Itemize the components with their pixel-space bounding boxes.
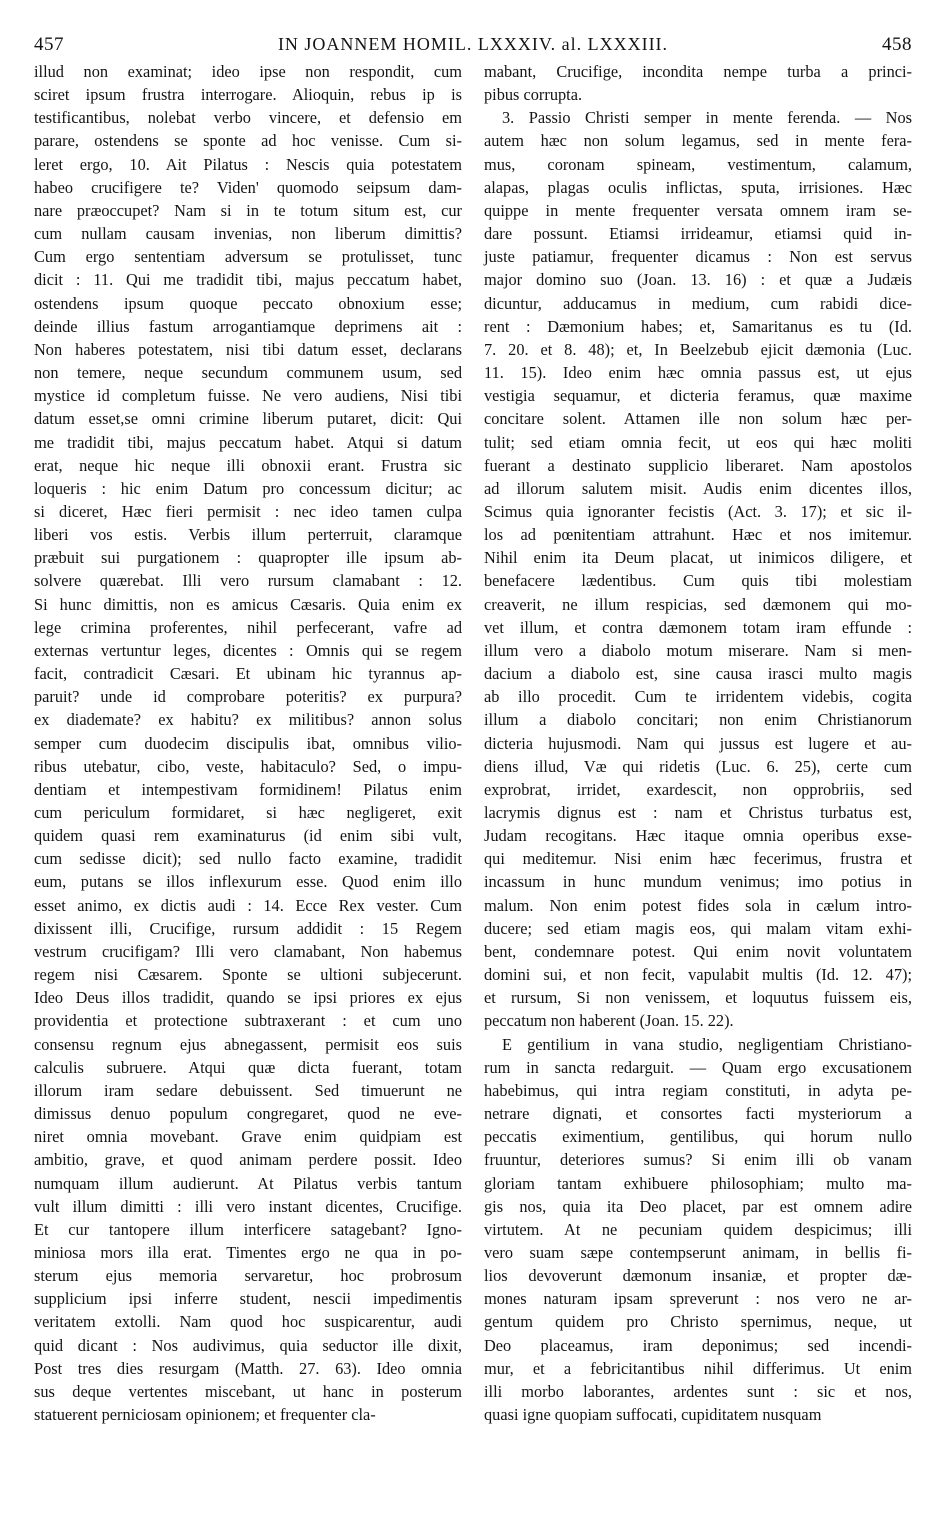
text-columns xyxy=(34,60,912,1426)
text-line: lios devoverunt dæmonum insaniæ, et propter dæ- xyxy=(484,1266,912,1286)
text-line: vestigia sequamur, et dicteria feramus, quæ maxime xyxy=(484,386,912,406)
text-line: illum vero a diabolo motum miserare. Nam si men- xyxy=(484,640,912,660)
text-line: datum esset,se omni crimine liberum putaret, dicit: Qui xyxy=(34,409,462,429)
text-line: liberi vos estis. Verbis illum perterruit, claramque xyxy=(34,525,462,545)
text-line: cum sedisse dicit); sed nullo facto examine, tradidit xyxy=(34,849,462,869)
text-line: tulit; sed etiam omnia fecit, ut eos qui hæc moliti xyxy=(484,432,912,452)
text-line: gentum quidem pro Christo spernimus, neque, ut xyxy=(484,1312,912,1332)
text-line: malum. Non enim potest fides sola in cælum intro- xyxy=(484,895,912,915)
text-line: rum in sancta redarguit. — Quam ergo excusationem xyxy=(484,1057,912,1077)
text-line: alapas, plagas oculis inflictas, sputa, irrisiones. Hæc xyxy=(484,177,912,197)
text-line: ad illorum salutem misit. Audis enim dicentes illos, xyxy=(484,478,912,498)
text-line: autem hæc non solum legamus, sed in mente fera- xyxy=(484,131,912,151)
text-line: gis nos, quia ita Deo placet, par est omnem adire xyxy=(484,1196,912,1216)
text-line: semper cum duodecim discipulis ibat, omnibus vilio- xyxy=(34,733,462,753)
text-line: Nihil enim ita Deum placat, ut inimicos diligere, et xyxy=(484,548,912,568)
text-line: Non haberes potestatem, nisi tibi datum esset, declarans xyxy=(34,339,462,359)
text-line: niret omnia movebant. Grave enim quidpiam est xyxy=(34,1127,462,1147)
text-line: providentia et protectione subtraxerant : et cum uno xyxy=(34,1011,462,1031)
text-line: sus deque vertentes miscebant, ut hanc in posterum xyxy=(34,1381,462,1401)
text-line: ex diademate? ex habitu? ex militibus? annon solus xyxy=(34,710,462,730)
text-line: concitare solent. Attamen ille non solum hæc per- xyxy=(484,409,912,429)
text-line: esset animo, ex dictis audi : 14. Ecce Rex vester. Cum xyxy=(34,895,462,915)
text-line: loqueris : hic enim Datum pro concessum dicitur; ac xyxy=(34,478,462,498)
text-line: leret ergo, 10. Ait Pilatus : Nescis quia potestatem xyxy=(34,154,462,174)
text-line: netrare dignati, et consortes facti mysteriorum a xyxy=(484,1104,912,1124)
text-line: eum, putans se illos inflexurum esse. Quod enim illo xyxy=(34,872,462,892)
text-line: creaverit, ne illum respicias, sed dæmonem qui mo- xyxy=(484,594,912,614)
text-line: sciret ipsum frustra interrogare. Alioquin, rebus ip is xyxy=(34,85,462,105)
text-line: bent, condemnare potest. Qui enim novit voluntatem xyxy=(484,941,912,961)
text-line: mur, et a febricitantibus nihil differimus. Ut enim xyxy=(484,1358,912,1378)
text-line: 11. 15). Ideo enim hæc omnia passus est, ut ejus xyxy=(484,363,912,383)
text-line: veritatem extolli. Nam quod hoc suspicarentur, audi xyxy=(34,1312,462,1332)
text-line: pibus corrupta. xyxy=(484,85,583,105)
text-line: gloriam tantam exhibuere philosophiam; multo ma- xyxy=(484,1173,912,1193)
text-line: Et cur tantopere illum interficere satagebant? Igno- xyxy=(34,1219,462,1239)
text-line: externas vertuntur leges, dicentes : Omnis qui se regem xyxy=(34,640,462,660)
text-line: dicteria hujusmodi. Nam qui jussus est lugere et au- xyxy=(484,733,912,753)
text-line: illorum iram sedare debuissent. Sed timuerunt ne xyxy=(34,1080,462,1100)
text-line: E gentilium in vana studio, negligentiam Christiano- xyxy=(502,1034,912,1054)
left-column xyxy=(34,60,462,1426)
text-line: exprobrat, irridet, exardescit, non opprobriis, sed xyxy=(484,779,912,799)
text-line: Si hunc dimittis, non es amicus Cæsaris. Quia enim ex xyxy=(34,594,462,614)
text-line: Cum ergo sententiam adversum se protulisset, tunc xyxy=(34,247,462,267)
text-line: vestrum crucifigam? Illi vero clamabant, Non habemus xyxy=(34,941,462,961)
text-line: miniosa mors illa erat. Timentes ergo ne qua in po- xyxy=(34,1242,462,1262)
text-line: dicuntur, adducamus in medium, cum rabidi dice- xyxy=(484,293,912,313)
text-line: numquam illum audierunt. At Pilatus verbis tantum xyxy=(34,1173,462,1193)
text-line: mones naturam ipsam spreverunt : nos vero ne ar- xyxy=(484,1289,912,1309)
text-line: dare possunt. Etiamsi irrideamur, etiamsi quid in- xyxy=(484,224,912,244)
text-line: mabant, Crucifige, incondita nempe turba a princi- xyxy=(484,62,912,81)
text-line: virtutem. At ne pecuniam quidem despicimus; illi xyxy=(484,1219,912,1239)
text-line: mystice id completum fuisse. Ne vero audiens, Nisi tibi xyxy=(34,386,462,406)
text-line: illum a diabolo concitari; non enim Christianorum xyxy=(484,710,912,730)
text-line: calculis subruere. Atqui quæ dicta fuerant, totam xyxy=(34,1057,462,1077)
text-line: fruuntur, deteriores sumus? Si enim illi ob vanam xyxy=(484,1150,912,1170)
text-line: Scimus quia ignoranter fecistis (Act. 3. 17); et sic il- xyxy=(484,501,912,521)
text-line: solvere quærebat. Illi vero rursum clamabant : 12. xyxy=(34,571,462,591)
text-line: dimissus denuo populum congregaret, quod ne eve- xyxy=(34,1104,462,1124)
text-line: dacium a diabolo est, sine causa irasci multo magis xyxy=(484,664,912,684)
text-line: lacrymis dignus est : nam et Christus turbatus est, xyxy=(484,803,912,822)
text-line: habeo crucifigere te? Viden' quomodo seipsum dam- xyxy=(34,177,462,197)
text-line: dentiam et intempestivam formidinem! Pilatus enim xyxy=(34,779,462,799)
text-line: supplicium ipsi inferre student, nescii impedimentis xyxy=(34,1289,462,1309)
text-line: consensu regnum ejus abnegassent, permisit eos suis xyxy=(34,1034,462,1054)
running-header xyxy=(34,30,912,60)
text-line: domini sui, et non fecit, vapulabit multis (Id. 12. 47); xyxy=(484,965,912,985)
page-number-left: 457 xyxy=(34,34,64,55)
text-line: quid dicant : Nos audivimus, quia seductor ille dixit, xyxy=(34,1335,462,1355)
text-line: vet illum, et contra dæmonem totam iram effunde : xyxy=(484,617,912,637)
page-number-right: 458 xyxy=(882,34,912,55)
running-title: IN JOANNEM HOMIL. LXXXIV. al. LXXXIII. xyxy=(277,34,669,54)
right-column xyxy=(484,60,912,1426)
text-line: testificantibus, nolebat verbo vincere, et defensio em xyxy=(34,108,462,128)
text-line: peccatis eximentium, gentilibus, qui horum nullo xyxy=(484,1127,912,1147)
text-line: vult illum dimitti : illi vero instant dicentes, Crucifige. xyxy=(34,1196,462,1216)
text-line: Judam recogitans. Hæc itaque omnia operibus exse- xyxy=(484,826,912,846)
text-line: quasi igne quopiam suffocati, cupiditatem nusquam xyxy=(484,1405,822,1425)
text-line: habebimus, qui intra regiam constituti, in adyta pe- xyxy=(484,1080,912,1100)
text-line: paruit? unde id comprobare poteritis? ex purpura? xyxy=(34,687,462,707)
text-line: ribus utebatur, cibo, veste, habitaculo? Sed, o impu- xyxy=(34,756,462,776)
text-line: ostendens ipsum quoque peccato obnoxium esse; xyxy=(34,293,462,313)
text-line: diens illud, Væ qui ridetis (Luc. 6. 25), certe cum xyxy=(484,756,912,776)
text-line: Ideo Deus illos tradidit, quando se ipsi priores ex ejus xyxy=(34,988,462,1008)
text-line: me tradidit tibi, majus peccatum habet. Atqui si datum xyxy=(34,432,462,452)
text-line: erat, neque hic neque illi obnoxii erant. Frustra sic xyxy=(34,455,462,475)
text-line: non temere, neque secundum communem usum, sed xyxy=(34,363,462,383)
text-line: sterum ejus memoria servaretur, hoc probrosum xyxy=(34,1266,462,1286)
text-line: dixissent illi, Crucifige, rursum addidit : 15 Regem xyxy=(34,918,462,938)
text-line: facit, contradicit Cæsari. Et ubinam hic tyrannus ap- xyxy=(34,664,462,684)
text-line: rent : Dæmonium habes; et, Samaritanus es tu (Id. xyxy=(484,316,912,336)
text-line: quidem quasi rem examinaturus (id enim sibi vult, xyxy=(34,826,462,846)
text-line: lege crimina proferentes, nihil perfecerant, vafre ad xyxy=(34,617,462,637)
text-line: peccatum non haberent (Joan. 15. 22). xyxy=(484,1011,734,1031)
text-line: vero suam sæpe contempserunt animam, in bellis fi- xyxy=(484,1242,912,1262)
text-line: Deo placeamus, iram deponimus; sed incendi- xyxy=(484,1335,912,1355)
text-line: nare præoccupet? Nam si in te totum situm est, cur xyxy=(34,200,462,220)
text-line: deinde illius fastum arrogantiamque deprimens ait : xyxy=(34,316,462,336)
text-line: illi morbo laborantes, ardentes sunt : sic et nos, xyxy=(484,1381,912,1401)
text-line: incassum in hunc mundum venimus; imo potius in xyxy=(484,872,912,892)
text-line: parare, ostendens se sponte ad hoc venisse. Cum si- xyxy=(34,131,462,151)
text-line: illud non examinat; ideo ipse non respondit, cum xyxy=(34,62,462,81)
text-line: statuerent perniciosam opinionem; et frequenter cla- xyxy=(34,1405,376,1425)
text-line: cum nullam causam invenias, non liberum dimittis? xyxy=(34,224,462,244)
text-line: ambitio, grave, et quod animam perdere possit. Ideo xyxy=(34,1150,462,1170)
text-line: mus, coronam spineam, vestimentum, calamum, xyxy=(484,154,912,174)
text-line: si diceret, Hæc fieri permisit : nec ideo tamen culpa xyxy=(34,501,462,521)
text-line: quippe in mente frequenter versata omnem iram se- xyxy=(484,200,912,220)
text-line: qui meditemur. Nisi enim hæc fecerimus, frustra et xyxy=(484,849,912,869)
text-line: juste patiamur, frequenter dicamus : Non est servus xyxy=(484,247,912,267)
text-line: cum periculum formidaret, si hæc negligeret, exit xyxy=(34,803,462,822)
text-line: 3. Passio Christi semper in mente ferenda. — Nos xyxy=(502,108,912,128)
text-line: los ad pœnitentiam attrahunt. Hæc et nos imitemur. xyxy=(484,525,912,545)
text-line: præbuit sui purgationem : quapropter ille ipsum ab- xyxy=(34,548,462,568)
text-line: et rursum, Si non venissem, et loquutus fuissem eis, xyxy=(484,988,912,1008)
text-line: ab illo procedit. Cum te irridentem videbis, cogita xyxy=(484,687,912,707)
text-line: ducere; sed etiam magis eos, qui malam vitam exhi- xyxy=(484,918,912,938)
text-line: benefacere lædentibus. Cum quis tibi molestiam xyxy=(484,571,912,591)
text-line: 7. 20. et 8. 48); et, In Beelzebub ejicit dæmonia (Luc. xyxy=(484,339,912,359)
text-line: Post tres dies resurgam (Matth. 27. 63). Ideo omnia xyxy=(34,1358,462,1378)
text-line: major domino suo (Joan. 13. 16) : et quæ a Judæis xyxy=(484,270,912,290)
text-line: fuerant a destinato supplicio liberaret. Nam apostolos xyxy=(484,455,912,475)
text-line: dicit : 11. Qui me tradidit tibi, majus peccatum habet, xyxy=(34,270,462,290)
text-line: regem nisi Cæsarem. Sponte se ultioni subjecerunt. xyxy=(34,965,462,985)
